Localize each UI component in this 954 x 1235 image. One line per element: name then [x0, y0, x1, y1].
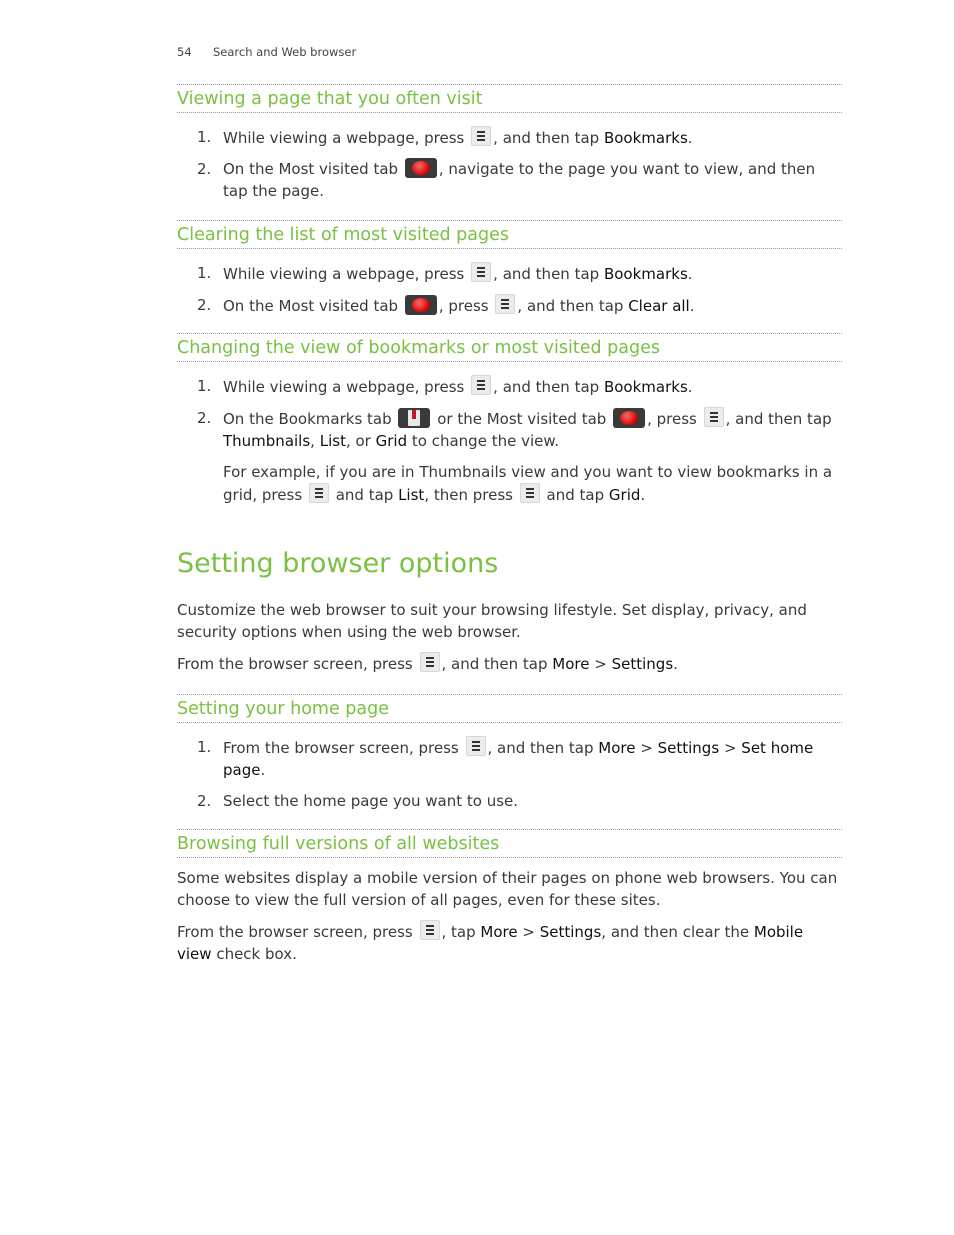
list-item: 2. On the Most visited tab , navigate to the page you want to view, and then tap the page.: [197, 160, 816, 200]
menu-icon: [471, 126, 491, 146]
list-item: 1. While viewing a webpage, press , and then tap Bookmarks.: [197, 377, 693, 396]
chapter-title: Search and Web browser: [213, 45, 357, 59]
page-number: 54: [177, 45, 192, 59]
most-visited-heart-icon: [405, 295, 437, 315]
example-paragraph: For example, if you are in Thumbnails view and you want to view bookmarks in a grid, press and tap List, then press and tap Grid.: [223, 463, 833, 504]
list-item: 2. On the Bookmarks tab or the Most visited tab , press , and then tap Thumbnails, List, or Grid to change the view.: [197, 409, 832, 450]
menu-icon: [704, 407, 724, 427]
section-clearing-most-visited: [177, 220, 842, 317]
section-title: Setting your home page: [177, 694, 842, 723]
menu-icon: [420, 920, 440, 940]
list-item: 2. Select the home page you want to use.: [197, 792, 519, 810]
list-item: 1. While viewing a webpage, press , and then tap Bookmarks.: [197, 128, 693, 147]
section-viewing-often-visited: [177, 84, 842, 202]
menu-icon: [466, 736, 486, 756]
most-visited-heart-icon: [405, 158, 437, 178]
section-title: Changing the view of bookmarks or most visited pages: [177, 333, 842, 362]
intro-instruction: From the browser screen, press , and then tap More > Settings.: [177, 652, 842, 675]
section-instruction: From the browser screen, press , tap More > Settings, and then clear the Mobile view check box.: [177, 920, 842, 965]
section-paragraph: Some websites display a mobile version of their pages on phone web browsers. You can choose to view the full version of all pages, even for these sites.: [177, 869, 838, 909]
section-title: Browsing full versions of all websites: [177, 829, 842, 858]
running-header: [177, 45, 356, 59]
list-item: 1. From the browser screen, press , and then tap More > Settings > Set home page.: [197, 738, 814, 779]
menu-icon: [420, 652, 440, 672]
steps-list: [177, 262, 842, 317]
steps-list: [177, 736, 842, 812]
most-visited-heart-icon: [613, 408, 645, 428]
menu-icon: [309, 483, 329, 503]
bookmarks-tab-icon: [398, 408, 430, 428]
section-home-page: [177, 694, 842, 812]
intro-block: [177, 599, 842, 675]
menu-icon: [495, 294, 515, 314]
section-changing-view: [177, 333, 842, 506]
list-item: 1. While viewing a webpage, press , and then tap Bookmarks.: [197, 264, 693, 283]
section-full-versions: [177, 829, 842, 965]
chapter-heading: Setting browser options: [177, 548, 499, 579]
section-title: Viewing a page that you often visit: [177, 84, 842, 113]
list-item: 2. On the Most visited tab , press , and then tap Clear all.: [197, 296, 695, 315]
menu-icon: [520, 483, 540, 503]
menu-icon: [471, 262, 491, 282]
steps-list: [177, 126, 842, 202]
menu-icon: [471, 375, 491, 395]
section-title: Clearing the list of most visited pages: [177, 220, 842, 249]
intro-paragraph: Customize the web browser to suit your browsing lifestyle. Set display, privacy, and security options when using the web browser.: [177, 601, 807, 641]
steps-list: [177, 375, 842, 452]
